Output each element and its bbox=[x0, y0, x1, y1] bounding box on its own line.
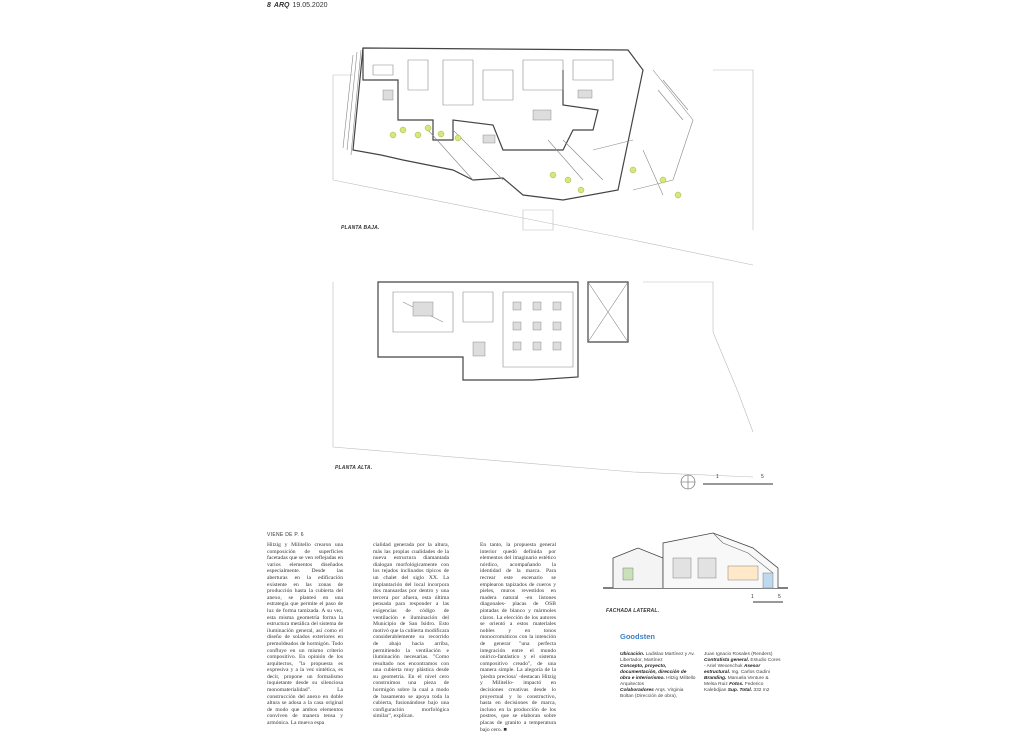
article-column-3: En tanto, la propuesta general interior quedó definida por elementos del imaginario estético nórdico, acompañando la identidad de la marca. Para recrear este escenario se emplearon tapizados de cueros y pieles, muros revestidos en madera natural -en listones diagonales- placas de OSB pintadas de blanco y mármoles claros. La elección de los autores se orientó a estos materiales nobles y en tonos monocromáticos con la intención de generar "una perfecta integración entre el mundo onírico-fantástico y el sistema compositivo creado", de una manera simple. La alegoría de la 'piedra preciosa' -destacan Hitzig y Militello- impactó en decisiones creativas desde lo proyectual y lo constructivo, hasta en decisiones de marca, incluso en la producción de los postres, que se elaboran sobre placas de granito a temperatura bajo cero. ■ bbox=[480, 542, 556, 733]
plan-scale-5: 5 bbox=[761, 474, 764, 480]
credit-value: Manuela Venture & Melsa Ruiz bbox=[704, 676, 769, 687]
credit-label: Ubicación. bbox=[620, 652, 645, 657]
page-header bbox=[267, 2, 328, 9]
project-credits bbox=[606, 632, 786, 727]
credit-value: Estudio Cores - Ariel Wexenchuk bbox=[704, 658, 781, 669]
credits-title: Goodsten bbox=[620, 632, 655, 641]
credit-label: Sup. Total. bbox=[727, 688, 753, 693]
upper-floor-plan bbox=[333, 272, 763, 482]
credit-label: Branding. bbox=[704, 676, 727, 681]
facade-label: FACHADA LATERAL. bbox=[606, 608, 660, 614]
continued-from: VIENE DE P. 6 bbox=[267, 532, 304, 538]
credits-right-column bbox=[704, 652, 782, 694]
ground-floor-plan bbox=[333, 30, 763, 270]
credit-value: 332 m2 bbox=[753, 688, 770, 693]
section-scale-1: 1 bbox=[751, 594, 754, 600]
upper-floor-label: PLANTA ALTA. bbox=[335, 465, 373, 471]
credit-label: Asesor estructural. bbox=[704, 664, 761, 675]
credit-value: Ladislao Martínez y Av. Libertador, Martínez bbox=[620, 652, 695, 663]
credit-value: Federico Kalebdjian bbox=[704, 682, 764, 693]
article-column-2: cialidad generada por la altura, más las propias cualidades de la nueva estructura diamantada dialogan morfológicamente con los tejados inclinados típicos de un chalet del siglo XX. La implantación del local incorpora dos mansardas por dentro y una tercera por afuera, esta última pensada para responder a las exigencias de código de ventilación e iluminación del Municipio de San Isidro. Esto motivó que la cubierta modificara considerablemente su recorrido de abajo hacia arriba, permitiendo la ventilación e iluminación necesarias. "Como resultado nos encontramos con una cubierta muy plástica desde su geometría. En el nivel cero construimos una pieza de hormigón sobre la cual a modo de basamento se apoya toda la cubierta, fusionándose bajo una configuración morfológica similar", explican. bbox=[373, 542, 449, 720]
credit-value: Juan Ignacio Rosales (Renders) bbox=[704, 652, 773, 657]
plan-scale-1: 1 bbox=[716, 474, 719, 480]
credit-label: Fotos. bbox=[729, 682, 744, 687]
newspaper-page bbox=[263, 0, 793, 733]
page-number: 8 bbox=[267, 2, 271, 9]
credit-value: Arqs. Virginia Boltan (Dirección de obra), bbox=[620, 688, 684, 699]
credit-value: Hitzig Militello Arquitectos bbox=[620, 676, 696, 687]
section-scale-5: 5 bbox=[778, 594, 781, 600]
lateral-facade-drawing bbox=[603, 528, 788, 613]
article-body bbox=[267, 532, 597, 733]
credits-left-column bbox=[620, 652, 698, 700]
credit-value: Ing. Carlos Gadini bbox=[731, 670, 770, 675]
ground-floor-label: PLANTA BAJA. bbox=[341, 225, 380, 231]
credit-label: Concepto, proyecto, documentación, dirección de obra e interiorismo. bbox=[620, 664, 687, 681]
section-name: ARQ bbox=[273, 2, 290, 9]
article-column-1: Hitzig y Militello crearon una composición de superficies facetadas que se ven reflejadas en varios elementos diseñados especialmente. Desde las aberturas en la edificación existente en las zonas de producción hasta la cubierta del anexo, se planteó en una estrategia que permite el paso de luz de forma tamizada. A su vez, esta misma geometría forma la estructura metálica del sistema de iluminación general, así como el diseño de solados exteriores en premoldeados de hormigón. Todo confluye en un mismo criterio compositivo. En opinión de los arquitectos, "la propuesta es expresiva y a la vez sintética, es decir, propone un formalismo inquietante desde su silenciosa monomaterialidad". La construcción del anexo en doble altura se adosa a la casa original de modo que ambos elementos conviven de manera tensa y armónica. La mueva espa bbox=[267, 542, 343, 727]
credit-label: Colaboradores bbox=[620, 688, 654, 693]
credit-label: Contratista general. bbox=[704, 658, 750, 663]
page-date: 19.05.2020 bbox=[292, 2, 328, 9]
